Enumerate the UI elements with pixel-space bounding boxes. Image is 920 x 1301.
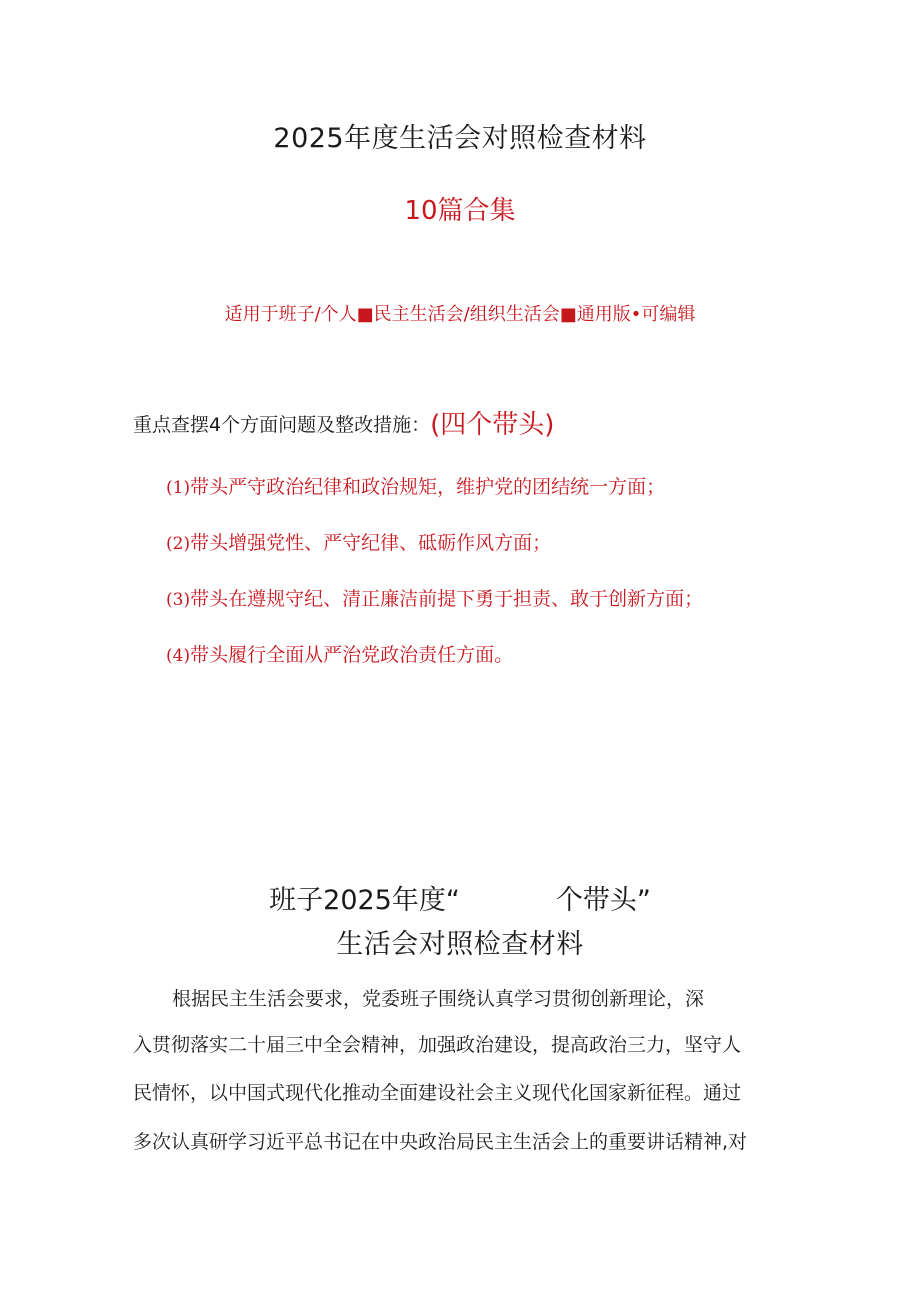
section-title-part1: 班子2025年度“ xyxy=(269,885,460,916)
focus-item xyxy=(166,528,551,555)
body-line: 多次认真研学习近平总书记在中央政治局民主生活会上的重要讲话精神,对 xyxy=(133,1131,748,1153)
focus-item-number: (2) xyxy=(166,534,191,554)
section-title-part2: 个带头” xyxy=(555,885,651,916)
body-line: 入贯彻落实二十届三中全会精神，加强政治建设，提高政治三力，坚守人 xyxy=(133,1034,742,1056)
focus-lead: 重点查摆4个方面问题及整改措施： xyxy=(133,414,431,436)
focus-item-text: 带头履行全面从严治党政治责任方面。 xyxy=(190,644,514,666)
focus-heading xyxy=(133,404,554,441)
focus-item xyxy=(166,472,665,499)
focus-item-number: (3) xyxy=(166,590,191,610)
document-title: 2025年度生活会对照检查材料 xyxy=(273,123,647,154)
focus-item-text: 带头在遵规守纪、清正廉洁前提下勇于担责、敢于创新方面； xyxy=(190,588,704,610)
focus-item-text: 带头严守政治纪律和政治规矩，维护党的团结统一方面； xyxy=(190,476,666,498)
focus-item xyxy=(166,584,703,611)
focus-item-number: (1) xyxy=(166,478,191,498)
focus-item-text: 带头增强党性、严守纪律、砥砺作风方面； xyxy=(190,532,552,554)
focus-item xyxy=(166,640,513,667)
section-title-line1 xyxy=(0,878,920,917)
focus-emphasis: (四个带头) xyxy=(430,410,555,440)
section-title-line2: 生活会对照检查材料 xyxy=(336,929,584,960)
document-subtitle: 10篇合集 xyxy=(404,196,516,226)
scope-note: 适用于班子/个人■民主生活会/组织生活会■通用版•可编辑 xyxy=(224,304,696,325)
body-line: 根据民主生活会要求，党委班子围绕认真学习贯彻创新理论，深 xyxy=(172,988,705,1010)
body-line: 民情怀，以中国式现代化推动全面建设社会主义现代化国家新征程。通过 xyxy=(133,1082,742,1104)
focus-item-number: (4) xyxy=(166,646,191,666)
